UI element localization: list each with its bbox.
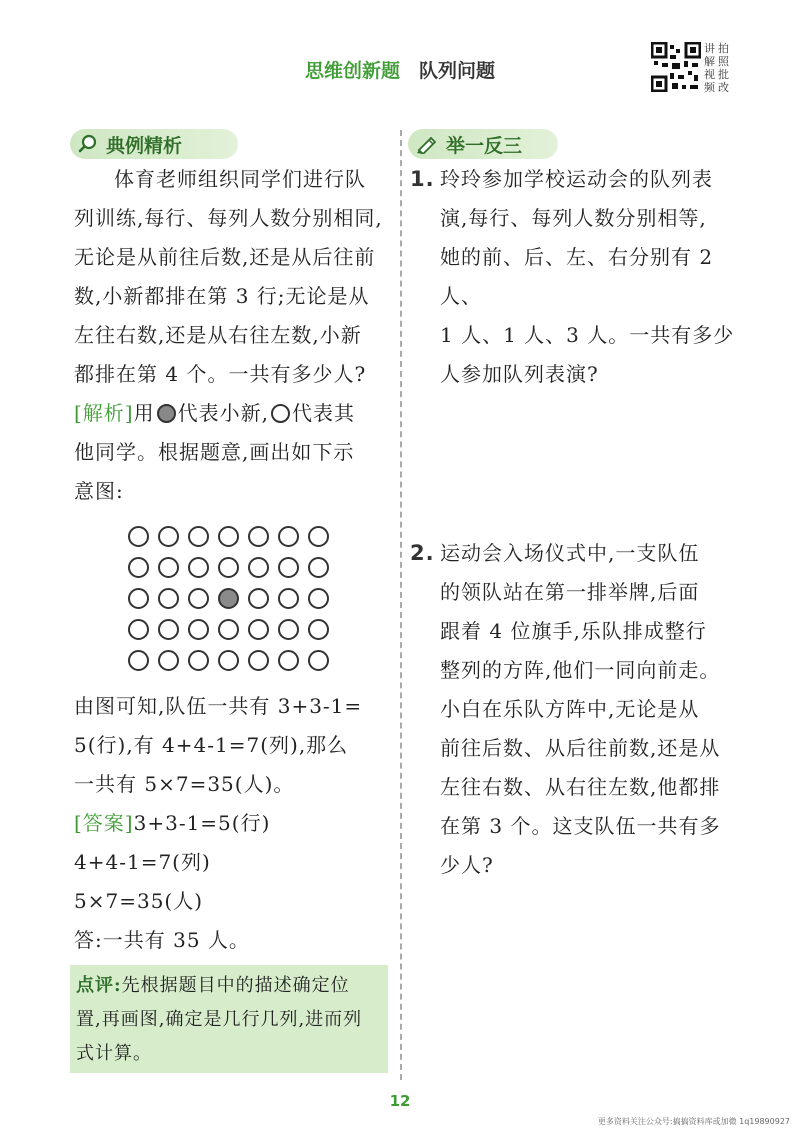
pencil-icon bbox=[416, 134, 438, 154]
formation-row bbox=[128, 588, 338, 619]
comment-text: 先根据题目中的描述确定位 bbox=[121, 975, 350, 996]
problem-line: 都排在第 4 个。一共有多少人? bbox=[74, 362, 367, 386]
student-circle bbox=[188, 526, 209, 547]
analysis-line: 他同学。根据题意,画出如下示 bbox=[74, 440, 355, 464]
comment-line bbox=[76, 969, 382, 1003]
student-circle bbox=[128, 526, 149, 547]
answer-text: 3+3-1=5(行) bbox=[133, 811, 271, 835]
student-circle bbox=[218, 557, 239, 578]
analysis-line: 意图: bbox=[74, 479, 124, 503]
question-line: 运动会入场仪式中,一支队伍 bbox=[440, 541, 700, 565]
question-line: 在第 3 个。这支队伍一共有多 bbox=[440, 814, 721, 838]
analysis-text-a: 用 bbox=[133, 401, 155, 425]
student-circle bbox=[278, 588, 299, 609]
question-1 bbox=[410, 160, 755, 394]
formation-row bbox=[128, 619, 338, 650]
student-circle bbox=[158, 619, 179, 640]
question-line: 左往右数、从右往左数,他都排 bbox=[440, 775, 721, 799]
student-circle bbox=[158, 588, 179, 609]
student-circle bbox=[278, 526, 299, 547]
problem-line: 体育老师组织同学们进行队 bbox=[114, 167, 366, 191]
problem-line: 数,小新都排在第 3 行;无论是从 bbox=[74, 284, 370, 308]
question-line: 玲玲参加学校运动会的队列表 bbox=[440, 167, 713, 191]
student-circle bbox=[308, 526, 329, 547]
question-line: 跟着 4 位旗手,乐队排成整行 bbox=[440, 619, 707, 643]
question-line: 整列的方阵,他们一同向前走。 bbox=[440, 658, 721, 682]
student-circle bbox=[188, 650, 209, 671]
footer-note: 更多资料关注公众号:搞搞资料库或加微 1q19890927 bbox=[597, 1117, 790, 1126]
question-2 bbox=[410, 534, 755, 885]
page-number: 12 bbox=[389, 1092, 411, 1110]
solution-line: 一共有 5×7=35(人)。 bbox=[74, 772, 295, 796]
student-circle bbox=[128, 650, 149, 671]
magnifier-icon bbox=[78, 134, 98, 154]
question-line: 1 人、1 人、3 人。一共有多少 bbox=[440, 323, 735, 347]
student-circle bbox=[128, 557, 149, 578]
xiaoxin-circle bbox=[218, 588, 239, 609]
problem-line: 无论是从前往后数,还是从后往前 bbox=[74, 245, 376, 269]
problem-line: 列训练,每行、每列人数分别相同, bbox=[74, 206, 383, 230]
student-circle bbox=[308, 619, 329, 640]
formation-row bbox=[128, 526, 338, 557]
comment-box bbox=[70, 965, 388, 1073]
example-problem bbox=[74, 160, 392, 511]
qr-caption bbox=[704, 42, 744, 94]
topic-title: 队列问题 bbox=[419, 60, 496, 82]
student-circle bbox=[278, 650, 299, 671]
analysis-text-b: 代表小新, bbox=[177, 401, 269, 425]
student-circle bbox=[188, 619, 209, 640]
student-circle bbox=[248, 588, 269, 609]
example-solution bbox=[74, 687, 392, 960]
answer-line bbox=[74, 804, 392, 843]
solution-line: 由图可知,队伍一共有 3+3-1= bbox=[74, 694, 363, 718]
student-circle bbox=[248, 526, 269, 547]
student-circle bbox=[218, 619, 239, 640]
comment-label: 点评: bbox=[76, 975, 122, 996]
student-circle bbox=[188, 557, 209, 578]
question-number: 2. bbox=[410, 541, 435, 565]
student-circle bbox=[278, 557, 299, 578]
student-circle bbox=[278, 619, 299, 640]
comment-line: 式计算。 bbox=[76, 1043, 152, 1064]
example-banner bbox=[70, 129, 238, 159]
question-line: 她的前、后、左、右分别有 2 人、 bbox=[440, 245, 714, 308]
qr-caption-col1: 讲解视频 bbox=[704, 42, 715, 94]
example-banner-label: 典例精析 bbox=[106, 134, 183, 157]
analysis-text-c: 代表其 bbox=[291, 401, 355, 425]
analysis-line bbox=[74, 394, 392, 433]
student-circle bbox=[158, 557, 179, 578]
student-circle bbox=[308, 650, 329, 671]
answer-line: 5×7=35(人) bbox=[74, 889, 204, 913]
question-number: 1. bbox=[410, 167, 435, 191]
practice-banner bbox=[408, 129, 558, 159]
qr-code-icon[interactable] bbox=[651, 42, 701, 92]
column-divider bbox=[400, 130, 402, 1080]
student-circle bbox=[158, 650, 179, 671]
problem-line: 左往右数,还是从右往左数,小新 bbox=[74, 323, 362, 347]
student-circle bbox=[248, 557, 269, 578]
student-circle bbox=[308, 557, 329, 578]
formation-row bbox=[128, 557, 338, 588]
student-circle bbox=[218, 526, 239, 547]
student-circle bbox=[248, 650, 269, 671]
analysis-tag: [解析] bbox=[74, 401, 134, 425]
question-line: 前往后数、从后往前数,还是从 bbox=[440, 736, 721, 760]
question-line: 人参加队列表演? bbox=[440, 362, 599, 386]
empty-circle-icon bbox=[271, 404, 290, 423]
student-circle bbox=[308, 588, 329, 609]
question-line: 少人? bbox=[440, 853, 494, 877]
qr-caption-col2: 拍照批改 bbox=[718, 42, 729, 94]
question-line: 演,每行、每列人数分别相等, bbox=[440, 206, 707, 230]
filled-circle-icon bbox=[157, 404, 176, 423]
answer-tag: [答案] bbox=[74, 811, 134, 835]
answer-line: 答:一共有 35 人。 bbox=[74, 928, 250, 952]
student-circle bbox=[188, 588, 209, 609]
series-title: 思维创新题 bbox=[304, 60, 400, 82]
student-circle bbox=[218, 650, 239, 671]
formation-row bbox=[128, 650, 338, 681]
student-circle bbox=[158, 526, 179, 547]
comment-line: 置,再画图,确定是几行几列,进而列 bbox=[76, 1009, 363, 1030]
question-line: 小白在乐队方阵中,无论是从 bbox=[440, 697, 700, 721]
question-line: 的领队站在第一排举牌,后面 bbox=[440, 580, 700, 604]
formation-diagram bbox=[128, 526, 338, 681]
solution-line: 5(行),有 4+4-1=7(列),那么 bbox=[74, 733, 349, 757]
student-circle bbox=[248, 619, 269, 640]
answer-line: 4+4-1=7(列) bbox=[74, 850, 211, 874]
student-circle bbox=[128, 588, 149, 609]
student-circle bbox=[128, 619, 149, 640]
practice-banner-label: 举一反三 bbox=[446, 134, 523, 157]
